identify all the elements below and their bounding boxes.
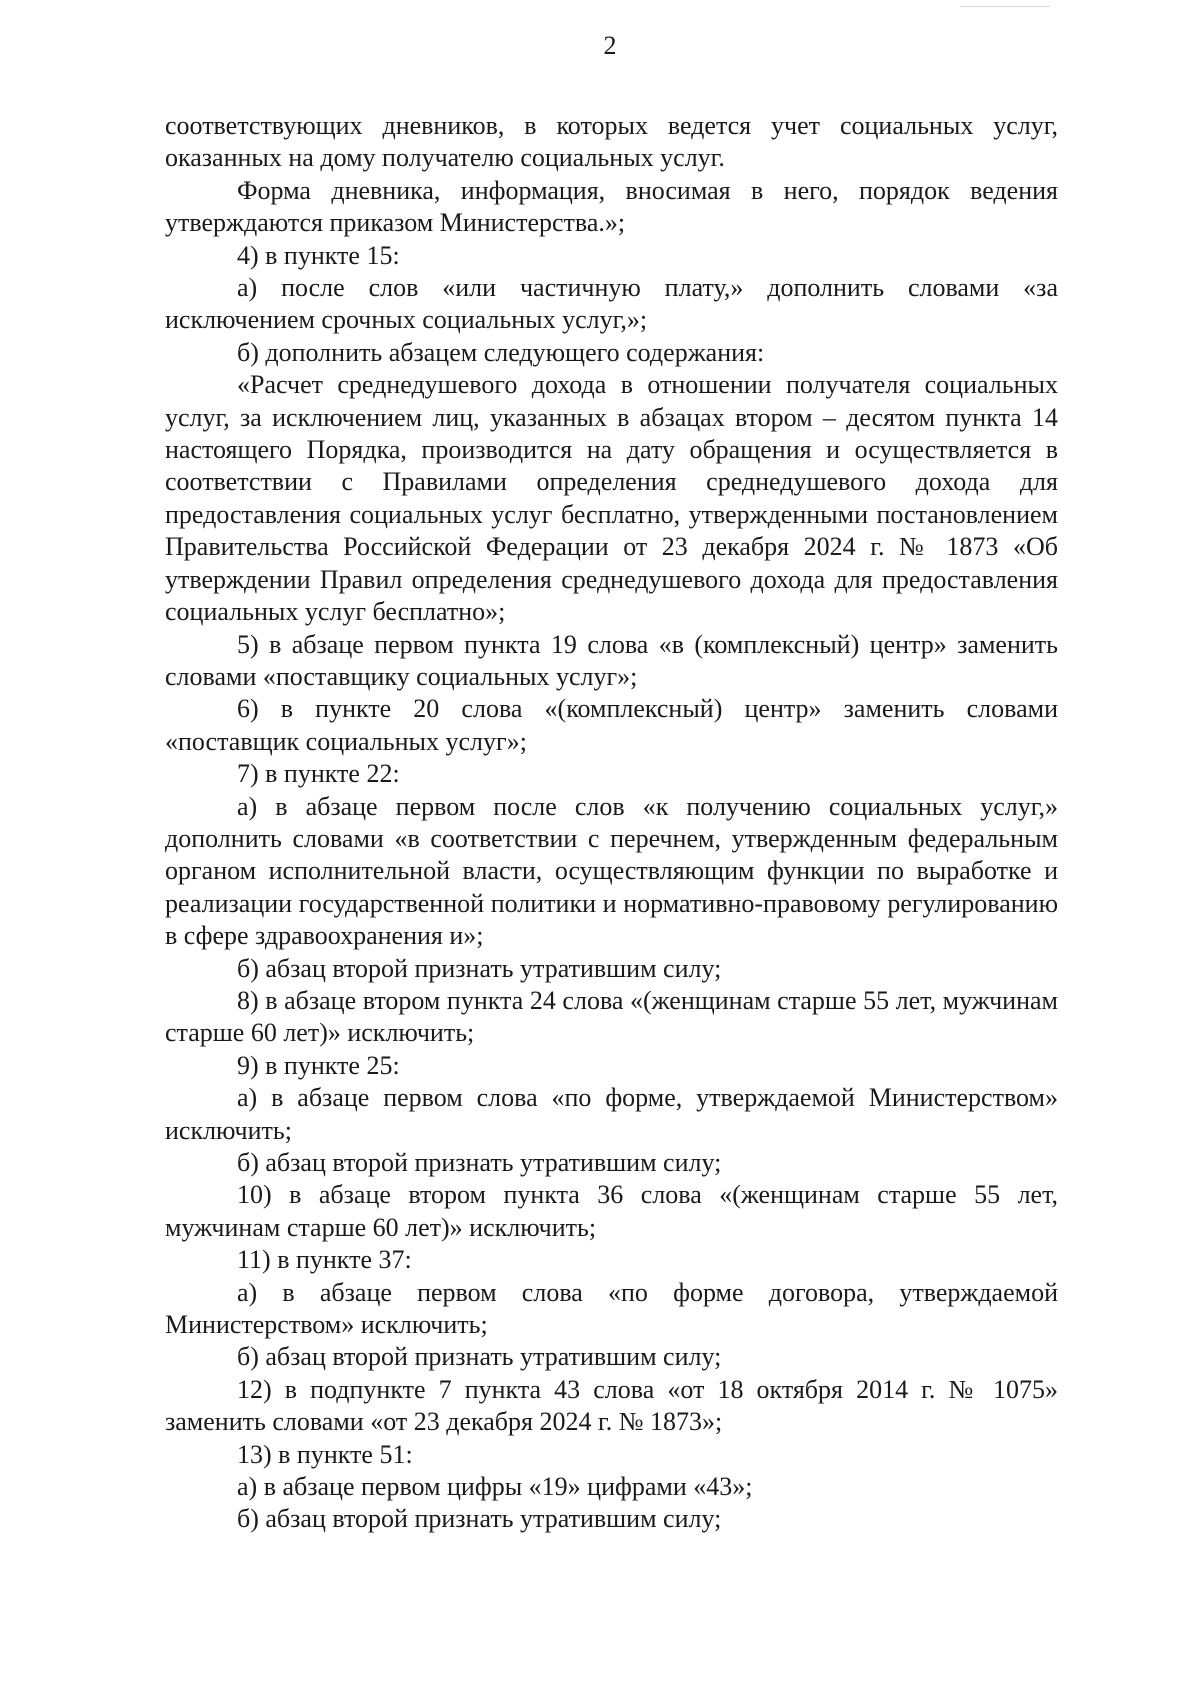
item-11-heading: 11) в пункте 37:	[237, 1245, 412, 1275]
item-7-subitem-b: б) абзац второй признать утратившим силу;	[237, 953, 722, 983]
document-body	[165, 110, 1058, 1536]
page-number: 2	[603, 31, 617, 60]
item-9-subitem-b: б) абзац второй признать утратившим силу;	[237, 1148, 722, 1177]
item-6: 6) в пункте 20 слова «(комплексный) центр» заменить словами «поставщик социальных услуг»;	[165, 694, 1058, 756]
paragraph-diary-form: Форма дневника, информация, вносимая в него, порядок ведения утверждаются приказом Министерства.»;	[165, 175, 1058, 238]
paragraph-income-calculation: «Расчет среднедушевого дохода в отношении получателя социальных услуг, за исключением лиц, указанных в абзацах втором – десятом пункта 14 настоящего Порядка, производится на дату обращения и осуществляется в соответствии с Правилами определения среднедушевого дохода для предоставления социальных услуг бесплатно, утвержденными постановлением Правительства Российской Федерации от 23 декабря 2024 г. № 1873 «Об утверждении Правил определения среднедушевого дохода для предоставления социальных услуг бесплатно»;	[165, 370, 1058, 627]
item-7-heading: 7) в пункте 22:	[237, 759, 400, 789]
item-12: 12) в подпункте 7 пункта 43 слова «от 18 октября 2014 г. № 1075» заменить словами «от 23 декабря 2024 г. № 1873»;	[165, 1374, 1058, 1437]
item-7-subitem-a: а) в абзаце первом после слов «к получению социальных услуг,» дополнить словами «в соответствии с перечнем, утвержденным федеральным органом исполнительной власти, осуществляющим функции по выработке и реализации государственной политики и нормативно-правовому регулированию в сфере здравоохранения и»;	[165, 791, 1058, 951]
item-11-subitem-b: б) абзац второй признать утратившим силу;	[237, 1342, 722, 1372]
item-5: 5) в абзаце первом пункта 19 слова «в (комплексный) центр» заменить словами «поставщику социальных услуг»;	[165, 629, 1058, 691]
paragraph-continuation: соответствующих дневников, в которых ведется учет социальных услуг, оказанных на дому получателю социальных услуг.	[165, 111, 1058, 173]
item-4-subitem-b: б) дополнить абзацем следующего содержания:	[237, 337, 765, 367]
item-9-heading: 9) в пункте 25:	[237, 1050, 400, 1080]
item-11-subitem-a: а) в абзаце первом слова «по форме договора, утверждаемой Министерством» исключить;	[165, 1277, 1058, 1340]
item-4-subitem-a: а) после слов «или частичную плату,» дополнить словами «за исключением срочных социальных услуг,»;	[165, 273, 1058, 335]
item-4-heading: 4) в пункте 15:	[237, 240, 400, 270]
item-10: 10) в абзаце втором пункта 36 слова «(женщинам старше 55 лет, мужчинам старше 60 лет)» исключить;	[165, 1180, 1058, 1242]
scan-corner-mark	[960, 0, 1050, 7]
item-13-subitem-a: а) в абзаце первом цифры «19» цифрами «43»;	[237, 1472, 753, 1502]
item-13-heading: 13) в пункте 51:	[237, 1439, 413, 1469]
item-9-subitem-a: а) в абзаце первом слова «по форме, утверждаемой Министерством» исключить;	[165, 1083, 1058, 1145]
item-13-subitem-b: б) абзац второй признать утратившим силу;	[237, 1504, 722, 1534]
item-8: 8) в абзаце втором пункта 24 слова «(женщинам старше 55 лет, мужчинам старше 60 лет)» исключить;	[165, 985, 1058, 1048]
